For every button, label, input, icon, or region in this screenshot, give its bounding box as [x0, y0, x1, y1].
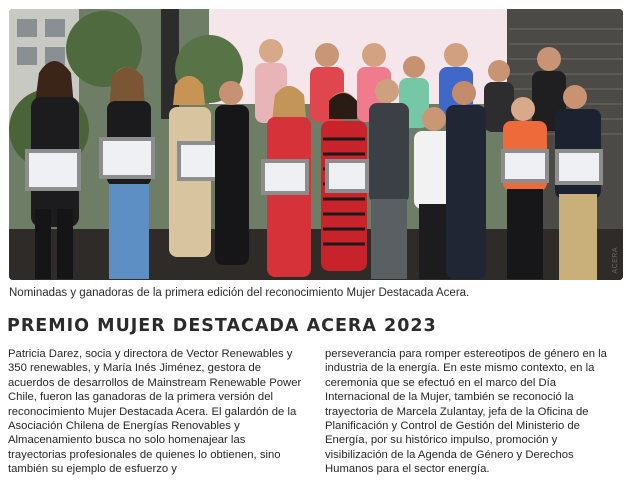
photo-credit: ACERA	[612, 247, 619, 274]
article-paragraph-right: perseverancia para romper estereotipos de género en la industria de la energía. En este mismo contexto, en la ceremonia que se efectuó en el marco del Día Internacional de la Mujer, también se reconoció la trayectoria de Marcela Zulantay, jefa de la Oficina de Planificación y Control de Gestión del Ministerio de Energía, por su histórico impulso, promoción y visibilización de la Agenda de Género y Derechos Humanos para el sector energía.	[325, 348, 607, 476]
photo-illustration	[9, 9, 623, 280]
article-column-left	[8, 347, 306, 477]
article-paragraph-left: Patricia Darez, socia y directora de Vector Renewables y 350 renewables, y María Inés Jiménez, gestora de acuerdos de desarrollos de Mainstream Renewable Power Chile, fueron las ganadoras de la primera versión del reconocimiento Mujer Destacada Acera. El galardón de la Asociación Chilena de Energías Renovables y Almacenamiento busca no solo homenajear las trayectorias profesionales de quienes lo obtienen, sino también su ejemplo de esfuerzo y	[8, 348, 302, 476]
article-headline: PREMIO MUJER DESTACADA ACERA 2023	[7, 316, 437, 336]
photo-caption: Nominadas y ganadoras de la primera edición del reconocimiento Mujer Destacada Acera.	[9, 287, 470, 299]
article-column-right	[325, 347, 623, 477]
award-group-photo	[9, 9, 623, 280]
